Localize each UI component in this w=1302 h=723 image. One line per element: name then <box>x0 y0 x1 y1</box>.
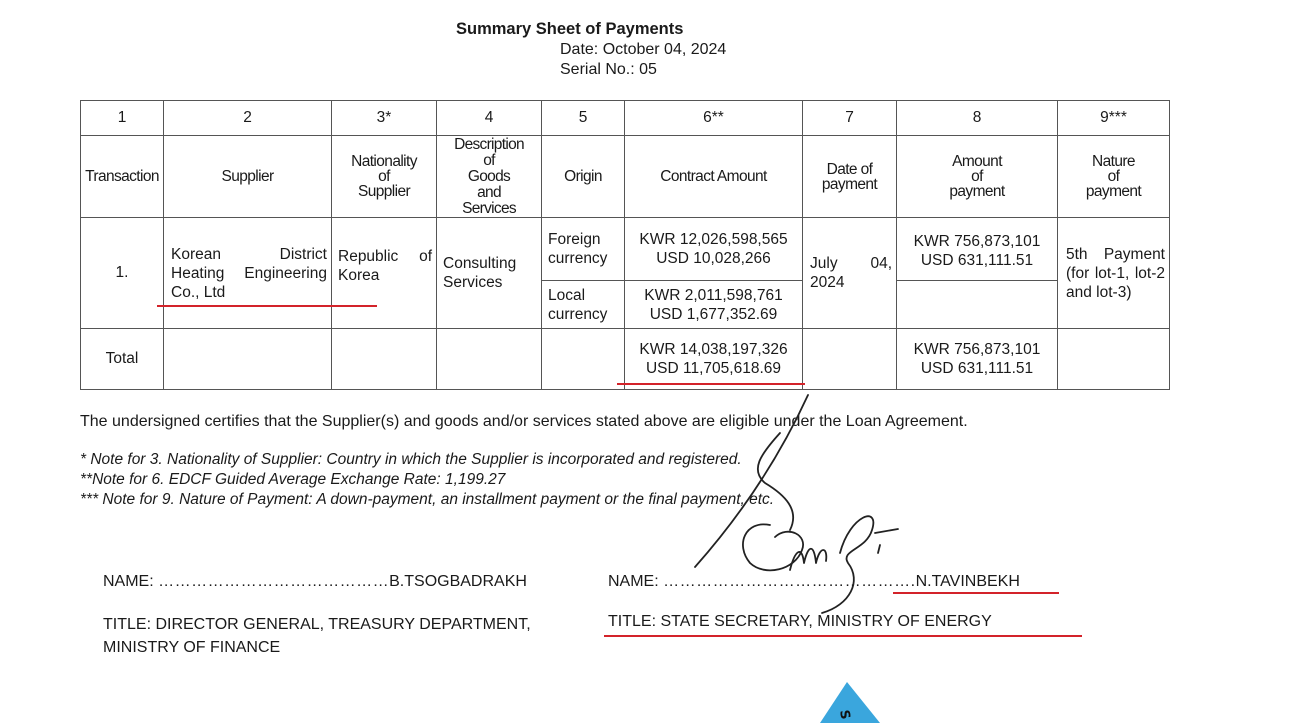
document-date: Date: October 04, 2024 <box>560 41 727 58</box>
total-amount-of-payment: KWR 756,873,101 USD 631,111.51 <box>897 329 1058 390</box>
date-of-payment: July 04, 2024 <box>803 218 897 329</box>
supplier-name: Korean District Heating Engineering Co., Ltd <box>164 218 332 329</box>
empty-cell <box>897 281 1058 329</box>
right-signatory-name: N.TAVINBEKH <box>915 573 1020 590</box>
dotted-leader: ………………………………………. <box>663 573 916 590</box>
left-signatory-title-ministry: MINISTRY OF FINANCE <box>103 639 281 656</box>
contract-amount-local: KWR 2,011,598,761 USD 1,677,352.69 <box>625 281 803 329</box>
empty-cell <box>437 329 542 390</box>
left-signatory-name-line <box>103 573 527 591</box>
certification-statement: The undersigned certifies that the Supplier(s) and goods and/or services stated above are eligible under the Loan Agreement. <box>80 413 968 430</box>
col-number: 5 <box>542 101 625 136</box>
col-number: 3* <box>332 101 437 136</box>
origin-local: Local currency <box>542 281 625 329</box>
empty-cell <box>803 329 897 390</box>
total-contract-amount: KWR 14,038,197,326 USD 11,705,618.69 <box>625 329 803 390</box>
table-row <box>81 218 1170 281</box>
col-number: 7 <box>803 101 897 136</box>
handwritten-signature-icon <box>690 385 900 625</box>
header-nationality: Nationality of Supplier <box>332 136 437 218</box>
column-number-row <box>81 101 1170 136</box>
dotted-leader: …………………………………… <box>158 573 390 590</box>
header-description: Description of Goods and Services <box>437 136 542 218</box>
header-contract-amount: Contract Amount <box>625 136 803 218</box>
name-label: NAME: <box>608 573 659 590</box>
amount-of-payment: KWR 756,873,101 USD 631,111.51 <box>897 218 1058 281</box>
col-number: 9*** <box>1058 101 1170 136</box>
supplier-underline <box>157 305 377 307</box>
empty-cell <box>164 329 332 390</box>
col-number: 1 <box>81 101 164 136</box>
empty-cell <box>332 329 437 390</box>
supplier-nationality: Republic of Korea <box>332 218 437 329</box>
goods-description: Consulting Services <box>437 218 542 329</box>
svg-text:S: S <box>836 708 853 721</box>
header-row <box>81 136 1170 218</box>
empty-cell <box>1058 329 1170 390</box>
left-signatory-name: B.TSOGBADRAKH <box>389 573 527 590</box>
nature-of-payment: 5th Payment (for lot-1, lot-2 and lot-3) <box>1058 218 1170 329</box>
total-row <box>81 329 1170 390</box>
col-number: 8 <box>897 101 1058 136</box>
header-supplier: Supplier <box>164 136 332 218</box>
note-exchange-rate: **Note for 6. EDCF Guided Average Exchange Rate: 1,199.27 <box>80 471 506 488</box>
stamp-icon <box>800 680 890 723</box>
serial-number: Serial No.: 05 <box>560 61 657 78</box>
header-nature-of-payment: Nature of payment <box>1058 136 1170 218</box>
right-signatory-title: TITLE: STATE SECRETARY, MINISTRY OF ENERGY <box>608 613 992 630</box>
right-title-underline <box>604 635 1082 637</box>
transaction-number: 1. <box>81 218 164 329</box>
payments-table <box>80 100 1170 390</box>
header-origin: Origin <box>542 136 625 218</box>
note-nationality: * Note for 3. Nationality of Supplier: Country in which the Supplier is incorporated and registered. <box>80 451 742 468</box>
header-date-of-payment: Date of payment <box>803 136 897 218</box>
total-label: Total <box>81 329 164 390</box>
origin-foreign: Foreign currency <box>542 218 625 281</box>
name-label: NAME: <box>103 573 154 590</box>
col-number: 4 <box>437 101 542 136</box>
col-number: 2 <box>164 101 332 136</box>
header-amount-of-payment: Amount of payment <box>897 136 1058 218</box>
right-name-underline <box>893 592 1059 594</box>
document-title: Summary Sheet of Payments <box>456 20 684 38</box>
contract-amount-foreign: KWR 12,026,598,565 USD 10,028,266 <box>625 218 803 281</box>
empty-cell <box>542 329 625 390</box>
col-number: 6** <box>625 101 803 136</box>
note-nature-of-payment: *** Note for 9. Nature of Payment: A down-payment, an installment payment or the final payment, etc. <box>80 491 775 508</box>
header-transaction: Transaction <box>81 136 164 218</box>
left-signatory-title: TITLE: DIRECTOR GENERAL, TREASURY DEPARTMENT, <box>103 616 531 633</box>
